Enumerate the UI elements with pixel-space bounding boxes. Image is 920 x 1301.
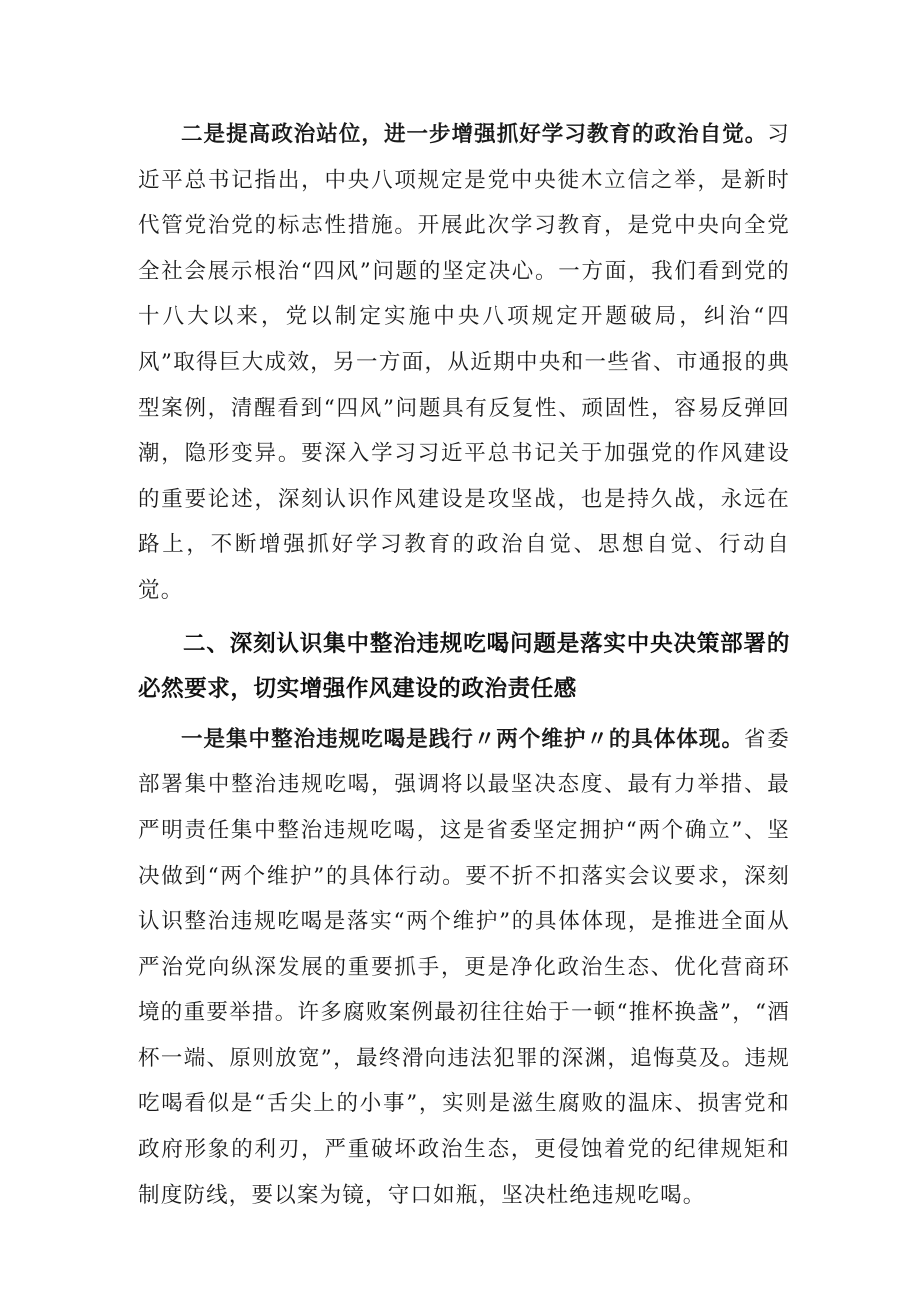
document-body: [138, 112, 790, 1218]
paragraph-political-stance: [138, 112, 790, 614]
paragraph-lead-heading: 一是集中整治违规吃喝是践行〃两个维护〃的具体体现。: [181, 726, 744, 752]
paragraph-lead-heading: 二是提高政治站位，进一步增强抓好学习教育的政治自觉。: [181, 122, 768, 147]
paragraph-text: 省委部署集中整治违规吃喝，强调将以最坚决态度、最有力举措、最严明责任集中整治违规吃喝，这是省委坚定拥护“两个确立”、坚决做到“两个维护”的具体行动。要不折不扣落实会议要求，深刻认识整治违规吃喝是落实“两个维护”的具体体现，是推进全面从严治党向纵深发展的重要抓手，更是净化政治生态、优化营商环境的重要举措。许多腐败案例最初往往始于一顿“推杯换盏”，“酒杯一端、原则放宽”，最终滑向违法犯罪的深渊，追悔莫及。违规吃喝看似是“舌尖上的小事”，实则是滋生腐败的温床、损害党和政府形象的利刃，严重破坏政治生态，更侵蚀着党的纪律规矩和制度防线，要以案为镜，守口如瓶，坚决杜绝违规吃喝。: [138, 726, 790, 1208]
section-heading: 二、深刻认识集中整治违规吃喝问题是落实中央决策部署的必然要求，切实增强作风建设的政治责任感: [138, 630, 790, 703]
paragraph-two-safeguards: [138, 717, 790, 1219]
paragraph-text: 习近平总书记指出，中央八项规定是党中央徙木立信之举，是新时代管党治党的标志性措施。开展此次学习教育，是党中央向全党全社会展示根治“四风”问题的坚定决心。一方面，我们看到党的十八大以来，党以制定实施中央八项规定开题破局，纠治“四风”取得巨大成效，另一方面，从近期中央和一些省、市通报的典型案例，清醒看到“四风”问题具有反复性、顽固性，容易反弹回潮，隐形变异。要深入学习习近平总书记关于加强党的作风建设的重要论述，深刻认识作风建设是攻坚战，也是持久战，永远在路上，不断增强抓好学习教育的政治自觉、思想自觉、行动自觉。: [138, 122, 790, 603]
